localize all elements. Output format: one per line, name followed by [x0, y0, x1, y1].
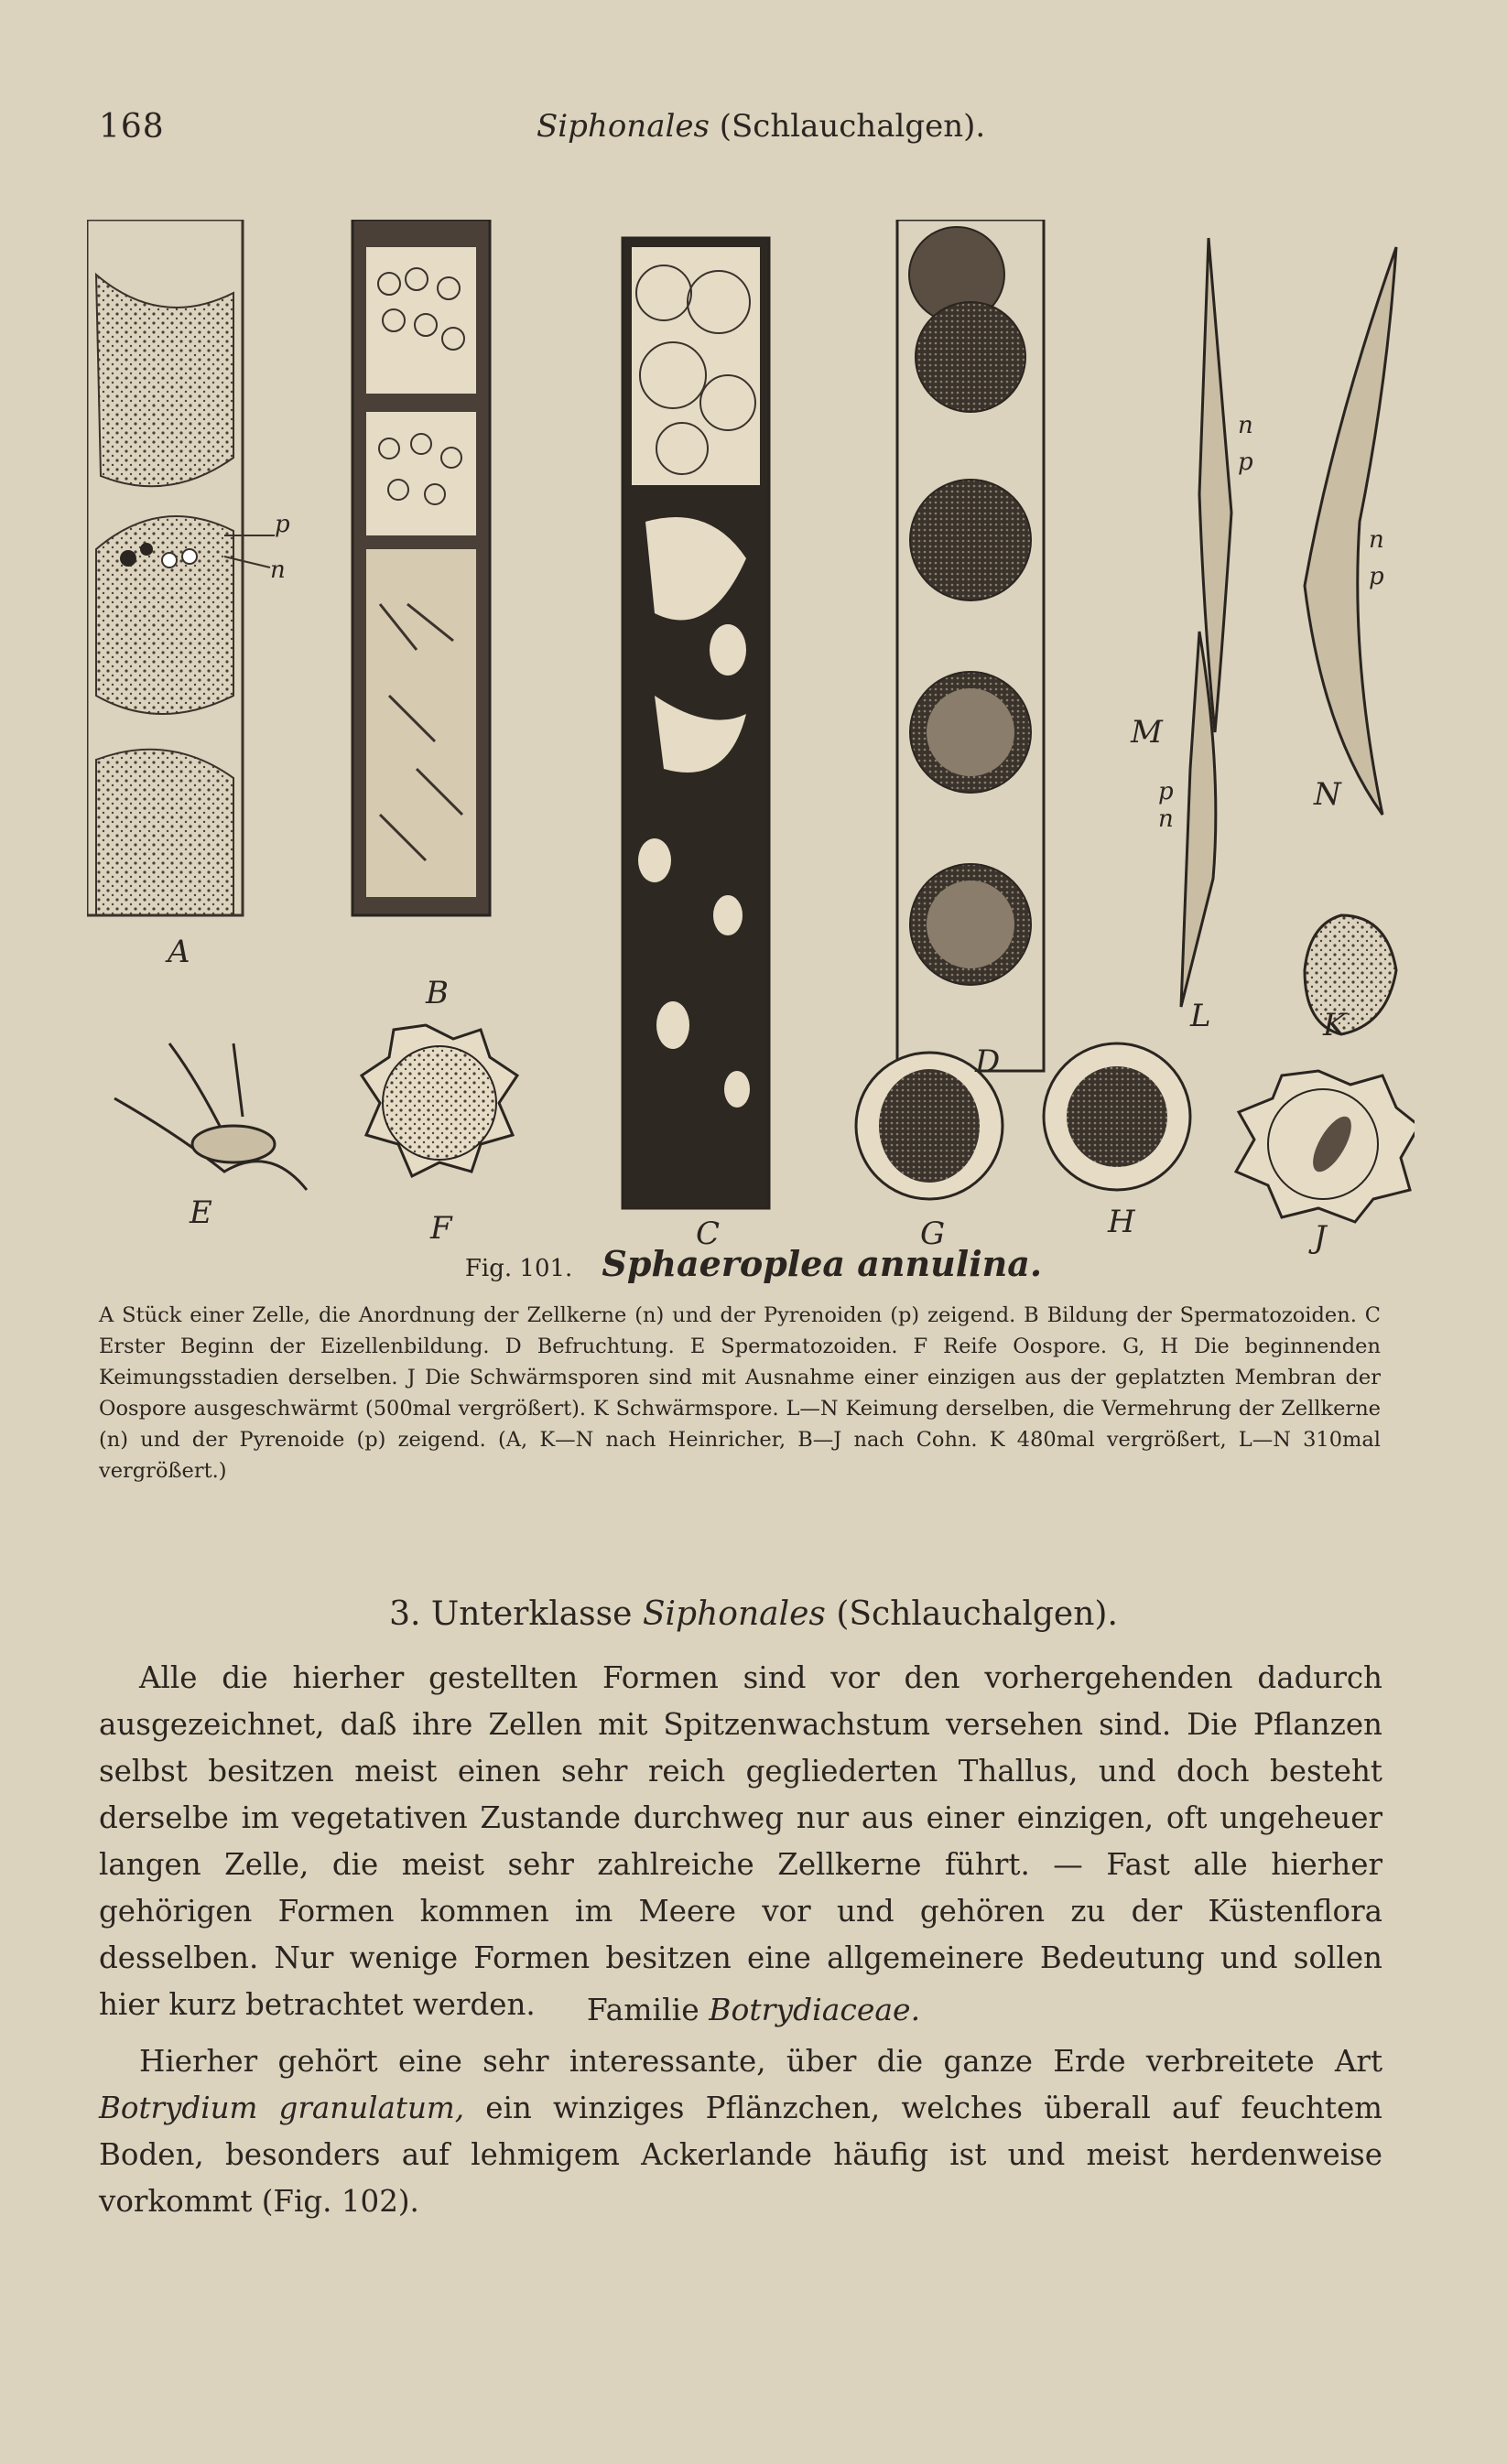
- label-e: E: [190, 1194, 212, 1231]
- label-a: A: [168, 934, 190, 970]
- section-heading-italic: Siphonales: [642, 1595, 826, 1633]
- paragraph2-species: Botrydium granulatum,: [99, 2091, 465, 2125]
- figure-caption: [99, 1300, 1381, 1486]
- panel-b-cell: [352, 220, 490, 915]
- label-a-p: p: [275, 511, 290, 538]
- family-body: [99, 2038, 1382, 2225]
- family-prefix: Familie: [586, 1992, 710, 2027]
- section-heading: [0, 1595, 1507, 1633]
- running-title-italic: Siphonales: [537, 108, 710, 145]
- figure-sphaeroplea: [87, 220, 1415, 1254]
- label-c: C: [696, 1216, 721, 1252]
- caption-text: A Stück einer Zelle, die Anordnung der Zellkerne (n) und der Pyrenoiden (p) zeigend. B Bildung der Spermatozoiden. C Erster Beginn der Eizellenbildung. D Befruchtung. E Spermatozoiden. F Reife Oospore. G, H Die beginnenden Keimungsstadien derselben. J Die Schwärmsporen sind mit Ausnahme einer einzigen aus der geplatzten Membran der Oospore ausgeschwärmt (500mal vergrößert). K Schwärmspore. L—N Keimung derselben, die Vermehrung der Zellkerne (n) und der Pyrenoide (p) zeigend. (A, K—N nach Heinricher, B—J nach Cohn. K 480mal vergrößert, L—N 310mal vergrößert.): [99, 1303, 1381, 1483]
- label-h: H: [1108, 1204, 1135, 1240]
- botanical-illustration: [87, 220, 1415, 1254]
- panel-f-oospore: [362, 1025, 517, 1176]
- label-f: F: [430, 1210, 452, 1247]
- paragraph2-end: ein winziges Pflänzchen, welches überall auf feuchtem Boden, besonders auf lehmigem Ackerlande häufig ist und meist herdenweise vorkommt (Fig. 102).: [99, 2091, 1382, 2219]
- label-n: N: [1314, 776, 1341, 813]
- label-n-p: p: [1369, 563, 1384, 590]
- page-number: 168: [99, 108, 165, 146]
- label-n-n: n: [1369, 526, 1384, 554]
- label-k: K: [1323, 1007, 1347, 1043]
- label-l-p: p: [1158, 778, 1174, 805]
- label-m: M: [1131, 714, 1163, 751]
- family-heading: [0, 1992, 1507, 2027]
- label-l-n: n: [1158, 805, 1174, 833]
- figure-caption-title: [0, 1243, 1507, 1284]
- panel-c-cell: [623, 238, 769, 1208]
- label-d: D: [975, 1043, 1001, 1080]
- paragraph2-start: Hierher gehört eine sehr interessante, über die ganze Erde verbreitete Art: [139, 2044, 1382, 2079]
- figure-species: Sphaeroplea annulina.: [602, 1243, 1043, 1284]
- panel-g-h: [856, 1043, 1190, 1199]
- label-a-n: n: [270, 557, 286, 584]
- section-heading-prefix: 3. Unterklasse: [389, 1595, 643, 1633]
- section-heading-suffix: (Schlauchalgen).: [825, 1595, 1118, 1633]
- section-body: [99, 1655, 1382, 2028]
- panel-j-membrane: [1236, 1071, 1415, 1222]
- label-b: B: [426, 975, 449, 1011]
- label-m-n: n: [1238, 412, 1253, 439]
- panel-e-sperm: [114, 1043, 307, 1190]
- section-paragraph: Alle die hierher gestellten Formen sind vor den vorhergehenden dadurch ausgezeichnet, daß ihre Zellen mit Spitzenwachstum versehen sind. Die Pflanzen selbst besitzen meist einen sehr reich gegliederten Thallus, und doch besteht derselbe im vegetativen Zustande durchweg nur aus einer einzigen, oft ungeheuer langen Zelle, die meist sehr zahlreiche Zellkerne führt. — Fast alle hierher gehörigen Formen kommen im Meere vor und gehören zu der Küstenflora desselben. Nur wenige Formen besitzen eine allgemeinere Bedeutung und sollen hier kurz betrachtet werden.: [99, 1660, 1382, 2022]
- label-m-p: p: [1238, 448, 1253, 476]
- figure-number: Fig. 101.: [464, 1255, 573, 1282]
- running-head: [99, 108, 1381, 159]
- running-title: [537, 108, 985, 145]
- label-g: G: [920, 1216, 946, 1252]
- family-paragraph: [99, 2038, 1382, 2225]
- running-title-rest: (Schlauchalgen).: [709, 108, 986, 145]
- label-j: J: [1314, 1219, 1327, 1256]
- family-name: Botrydiaceae.: [709, 1992, 921, 2027]
- label-l: L: [1190, 998, 1211, 1034]
- panel-a-cell: [87, 220, 275, 915]
- panel-d-cell: [897, 220, 1044, 1071]
- panel-m-n-l-k: [1181, 238, 1396, 1034]
